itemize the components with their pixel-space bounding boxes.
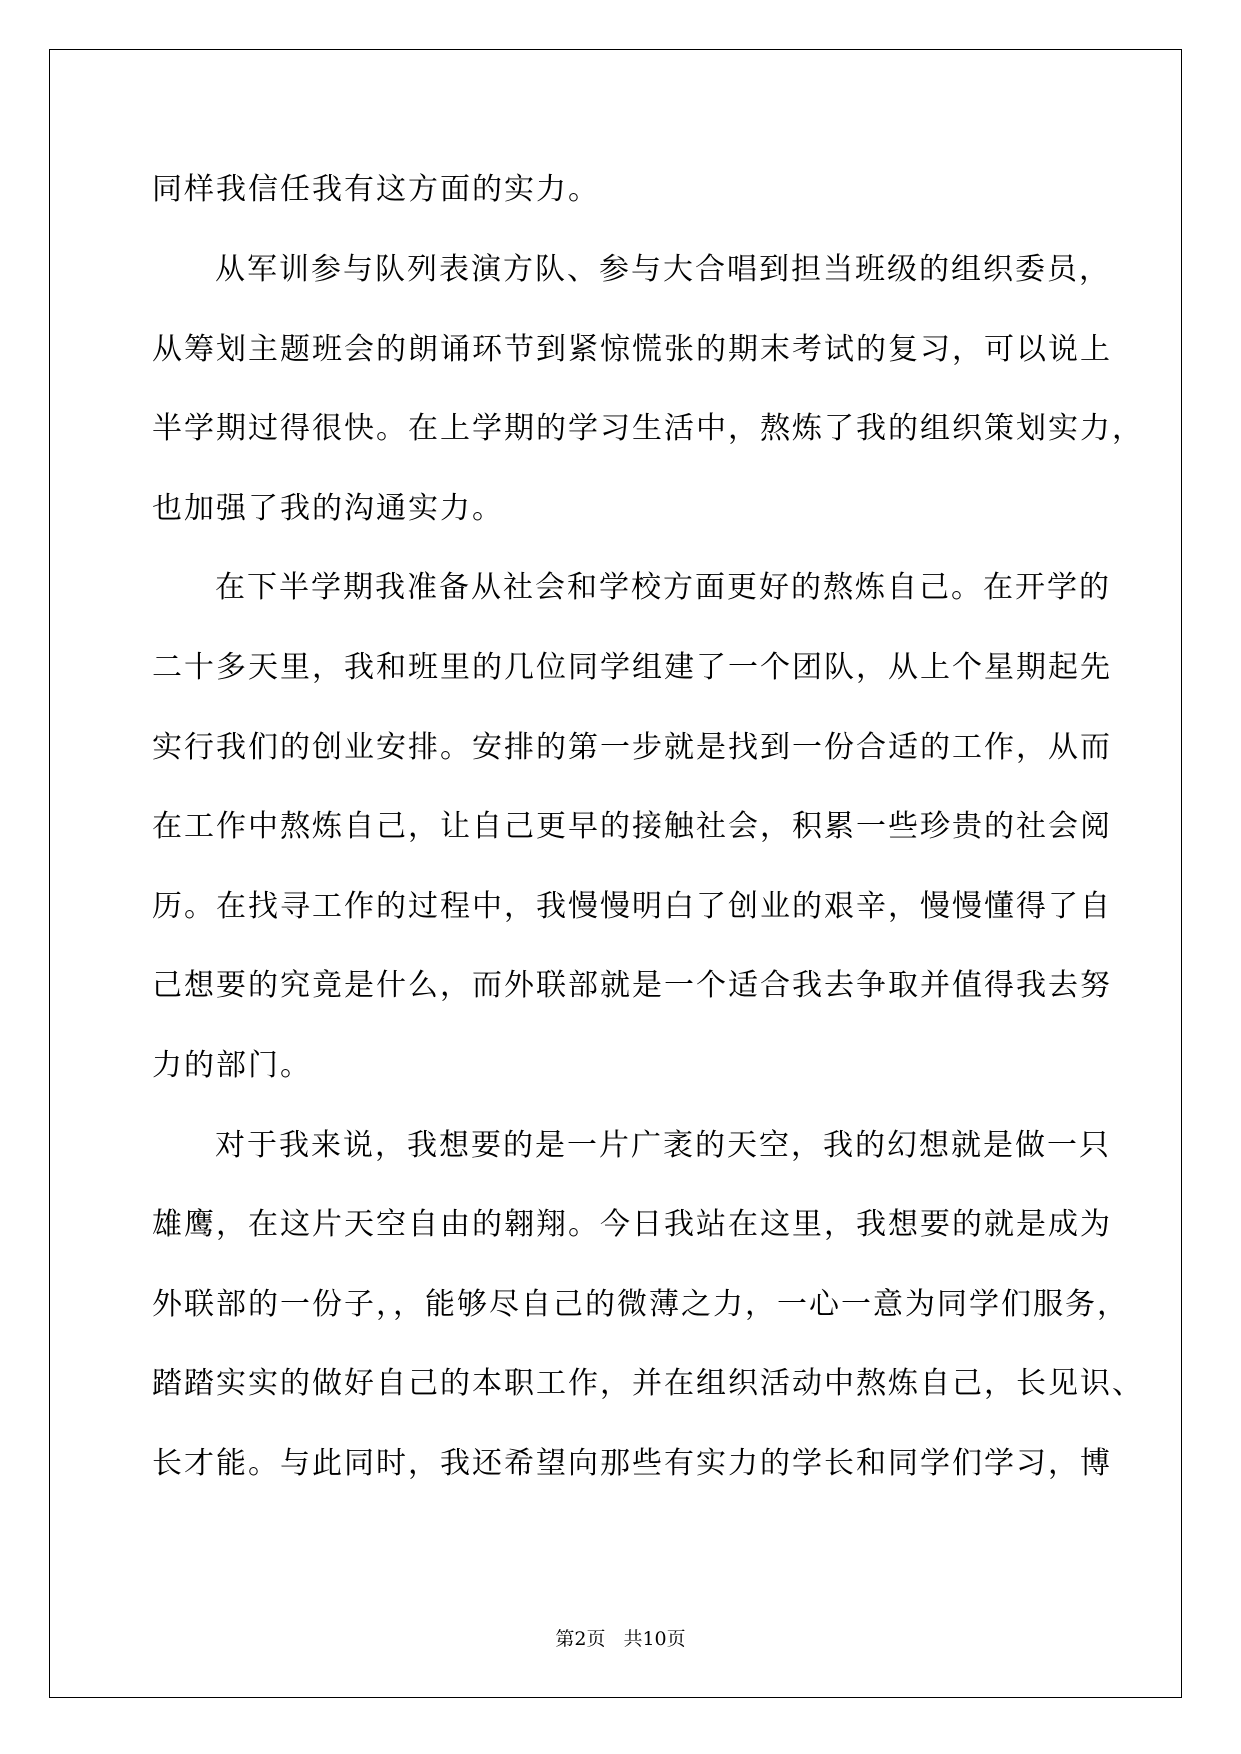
text-line: 外联部的一份子，，能够尽自己的微薄之力，一心一意为同学们服务， xyxy=(152,1287,1129,1322)
text-line: 对于我来说，我想要的是一片广袤的天空，我的幻想就是做一只 xyxy=(215,1128,1111,1163)
text-line: 雄鹰，在这片天空自由的翱翔。今日我站在这里，我想要的就是成为 xyxy=(152,1207,1112,1242)
text-line: 同样我信任我有这方面的实力。 xyxy=(152,172,600,207)
text-line: 半学期过得很快。在上学期的学习生活中，熬炼了我的组织策划实力， xyxy=(152,411,1144,446)
text-line: 从军训参与队列表演方队、参与大合唱到担当班级的组织委员， xyxy=(215,252,1111,287)
text-line: 踏踏实实的做好自己的本职工作，并在组织活动中熬炼自己，长见识、 xyxy=(152,1366,1144,1401)
page-total: 共10页 xyxy=(623,1628,686,1650)
text-line: 己想要的究竟是什么，而外联部就是一个适合我去争取并值得我去努 xyxy=(152,968,1112,1003)
text-line: 在工作中熬炼自己，让自己更早的接触社会，积累一些珍贵的社会阅 xyxy=(152,809,1112,844)
text-line: 历。在找寻工作的过程中，我慢慢明白了创业的艰辛，慢慢懂得了自 xyxy=(152,889,1112,924)
text-line: 实行我们的创业安排。安排的第一步就是找到一份合适的工作，从而 xyxy=(152,730,1112,765)
text-line: 从筹划主题班会的朗诵环节到紧惊慌张的期末考试的复习，可以说上 xyxy=(152,332,1112,367)
text-line: 在下半学期我准备从社会和学校方面更好的熬炼自己。在开学的 xyxy=(215,570,1111,605)
text-line: 长才能。与此同时，我还希望向那些有实力的学长和同学们学习，博 xyxy=(152,1446,1112,1481)
text-line: 二十多天里，我和班里的几位同学组建了一个团队，从上个星期起先 xyxy=(152,650,1112,685)
page-footer xyxy=(0,1627,1241,1651)
page-number: 第2页 xyxy=(555,1628,606,1650)
text-line: 力的部门。 xyxy=(152,1048,312,1083)
text-line: 也加强了我的沟通实力。 xyxy=(152,491,504,526)
